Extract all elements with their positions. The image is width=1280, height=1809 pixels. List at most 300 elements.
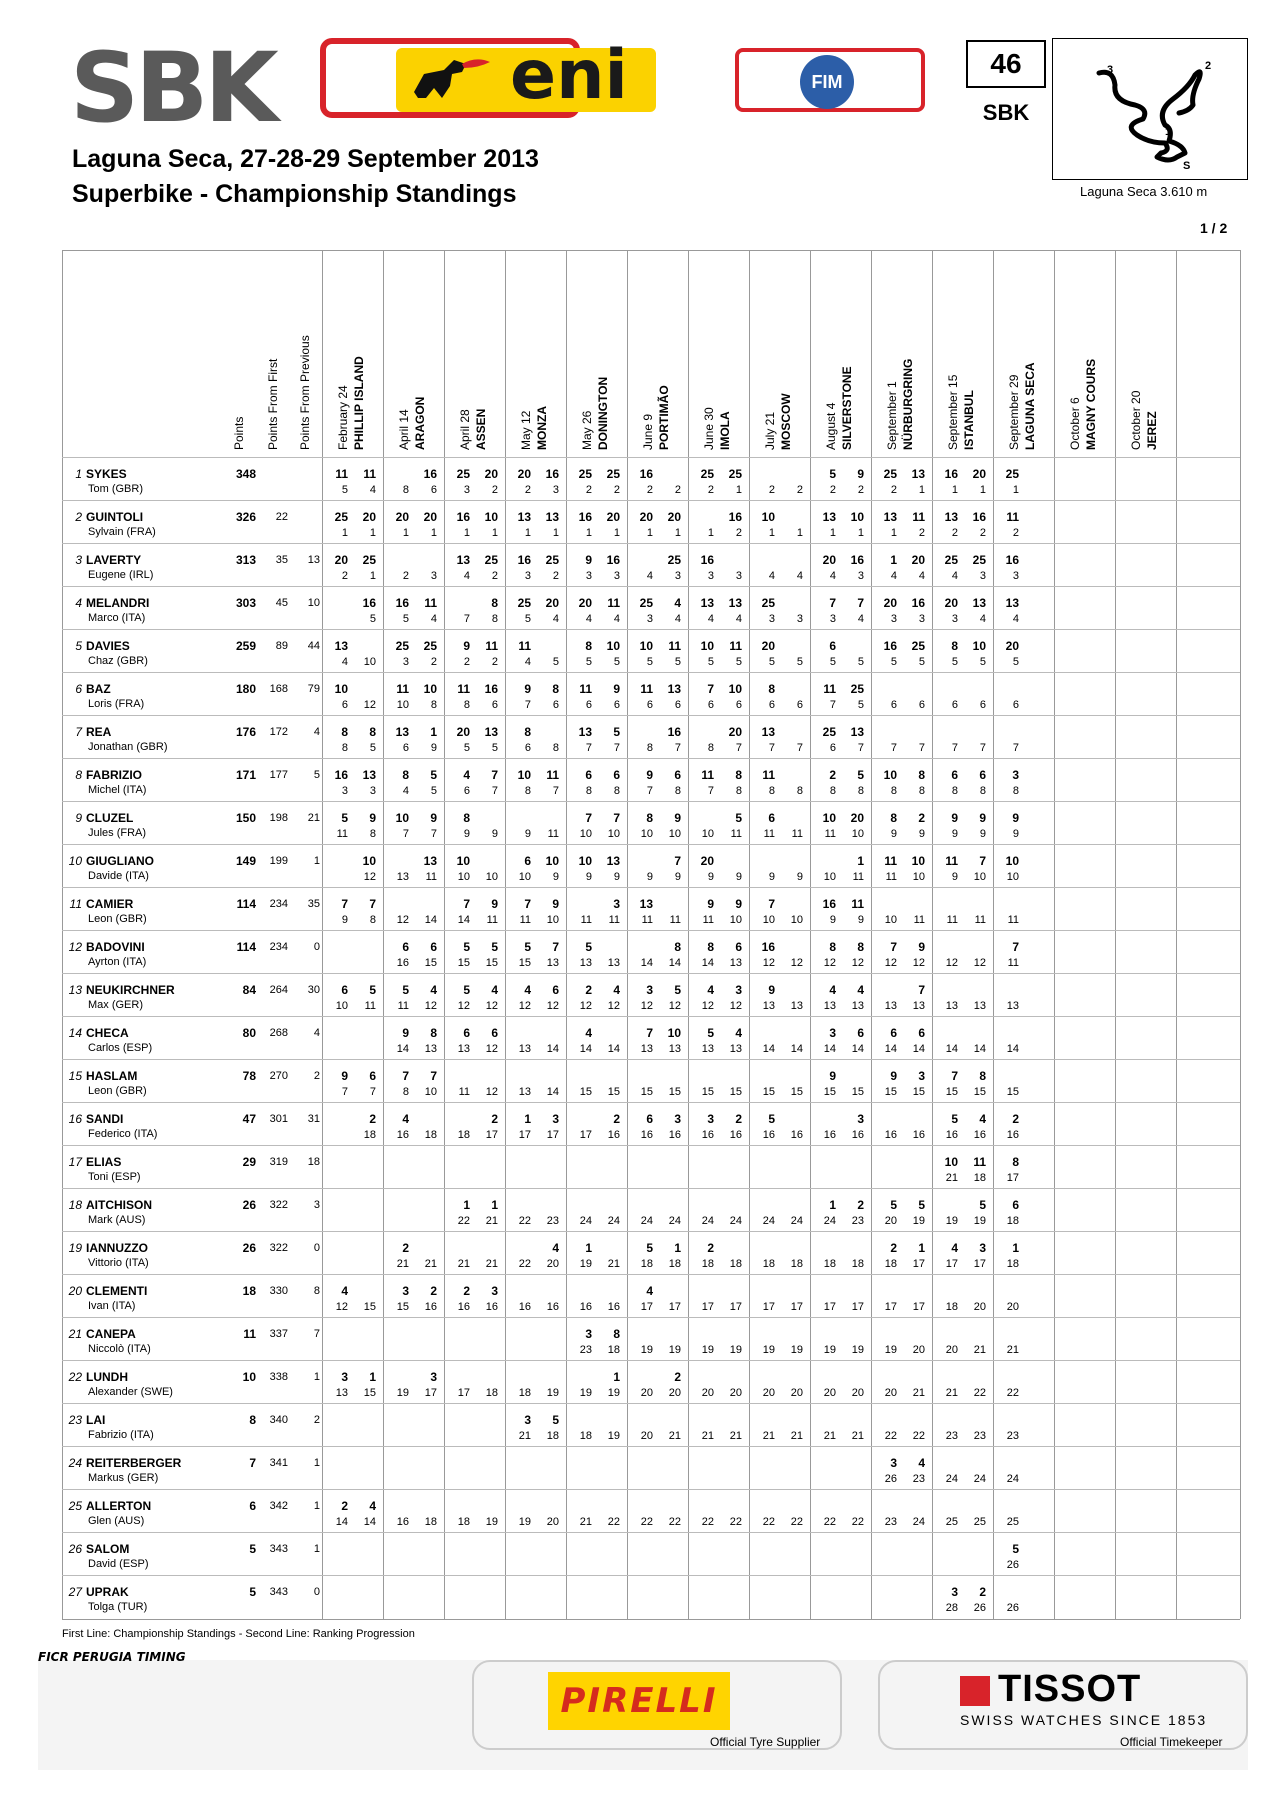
race1-points: 16 bbox=[639, 467, 653, 481]
race1-ranking: 15 bbox=[518, 957, 531, 969]
race1-points: 4 bbox=[341, 1284, 348, 1298]
race2-ranking: 3 bbox=[735, 570, 742, 582]
race2-ranking: 10 bbox=[668, 828, 681, 840]
rider-points: 26 bbox=[242, 1241, 256, 1255]
race1-ranking: 25 bbox=[1006, 1516, 1019, 1528]
race2-ranking: 5 bbox=[552, 656, 559, 668]
race2-ranking: 24 bbox=[607, 1215, 620, 1227]
tyre-supplier-caption: Official Tyre Supplier bbox=[710, 1735, 821, 1749]
race1-ranking: 22 bbox=[518, 1215, 531, 1227]
race1-ranking: 2 bbox=[402, 570, 409, 582]
race1-ranking: 12 bbox=[701, 1000, 714, 1012]
header-round-date: August 4 bbox=[824, 402, 838, 450]
race2-ranking: 3 bbox=[857, 570, 864, 582]
race2-ranking: 7 bbox=[369, 1086, 376, 1098]
race2-ranking: 10 bbox=[912, 871, 925, 883]
race1-ranking: 21 bbox=[762, 1430, 775, 1442]
race2-ranking: 18 bbox=[424, 1516, 437, 1528]
race2-ranking: 11 bbox=[913, 914, 925, 926]
race1-points: 9 bbox=[890, 1069, 897, 1083]
race1-points: 5 bbox=[341, 811, 348, 825]
race2-points: 25 bbox=[423, 639, 437, 653]
race1-ranking: 16 bbox=[396, 1129, 409, 1141]
race2-ranking: 9 bbox=[857, 914, 864, 926]
points-from-previous: 1 bbox=[313, 1500, 320, 1512]
race2-ranking: 1 bbox=[857, 527, 864, 539]
race1-ranking: 15 bbox=[457, 957, 470, 969]
race1-ranking: 17 bbox=[518, 1129, 531, 1141]
race1-points: 4 bbox=[829, 983, 836, 997]
race1-ranking: 20 bbox=[1006, 1301, 1019, 1313]
race2-ranking: 19 bbox=[973, 1215, 986, 1227]
race1-ranking: 11 bbox=[702, 914, 714, 926]
race2-ranking: 8 bbox=[857, 785, 864, 797]
rider-first-name: Jules (FRA) bbox=[88, 827, 147, 839]
race2-ranking: 11 bbox=[608, 914, 620, 926]
row-divider bbox=[62, 1274, 1240, 1275]
race1-ranking: 19 bbox=[945, 1215, 958, 1227]
race2-points: 6 bbox=[918, 1026, 925, 1040]
race1-points: 8 bbox=[829, 940, 836, 954]
race1-ranking: 3 bbox=[402, 656, 409, 668]
race2-points: 6 bbox=[857, 1026, 864, 1040]
race1-points: 1 bbox=[585, 1241, 592, 1255]
race2-ranking: 14 bbox=[424, 914, 437, 926]
race1-ranking: 4 bbox=[524, 656, 531, 668]
race1-ranking: 6 bbox=[341, 699, 348, 711]
rider-position: 7 bbox=[75, 725, 82, 739]
points-from-previous: 44 bbox=[307, 640, 320, 652]
race1-points: 11 bbox=[640, 682, 653, 696]
race1-ranking: 19 bbox=[579, 1258, 592, 1270]
race1-points: 10 bbox=[578, 854, 592, 868]
rider-position: 15 bbox=[68, 1069, 82, 1083]
rider-surname: AITCHISON bbox=[86, 1198, 152, 1212]
race1-ranking: 16 bbox=[396, 1516, 409, 1528]
race2-ranking: 1 bbox=[491, 527, 498, 539]
race1-points: 10 bbox=[944, 1155, 958, 1169]
race1-ranking: 4 bbox=[341, 656, 348, 668]
race2-ranking: 15 bbox=[973, 1086, 986, 1098]
race2-ranking: 3 bbox=[552, 484, 559, 496]
race1-points: 7 bbox=[341, 897, 348, 911]
race1-ranking: 17 bbox=[762, 1301, 775, 1313]
race1-ranking: 19 bbox=[884, 1344, 897, 1356]
race1-points: 10 bbox=[1005, 854, 1019, 868]
six-legged-dog-icon bbox=[404, 52, 494, 108]
race1-ranking: 3 bbox=[463, 484, 470, 496]
race2-ranking: 10 bbox=[729, 914, 742, 926]
rider-surname: FABRIZIO bbox=[86, 768, 142, 782]
race1-ranking: 14 bbox=[823, 1043, 836, 1055]
race2-ranking: 12 bbox=[729, 1000, 742, 1012]
race2-ranking: 22 bbox=[729, 1516, 742, 1528]
points-from-first: 319 bbox=[269, 1156, 288, 1168]
race1-ranking: 6 bbox=[646, 699, 653, 711]
race2-points: 10 bbox=[606, 639, 620, 653]
race1-points: 7 bbox=[585, 811, 592, 825]
race2-ranking: 6 bbox=[918, 699, 925, 711]
grid-line bbox=[993, 250, 994, 1619]
race1-points: 6 bbox=[951, 768, 958, 782]
race1-ranking: 9 bbox=[768, 871, 775, 883]
race1-ranking: 22 bbox=[640, 1516, 653, 1528]
race2-ranking: 1 bbox=[735, 484, 742, 496]
rider-position: 10 bbox=[68, 854, 82, 868]
race1-points: 4 bbox=[402, 1112, 409, 1126]
race1-points: 11 bbox=[884, 854, 897, 868]
race1-points: 8 bbox=[463, 811, 470, 825]
race2-points: 13 bbox=[850, 725, 864, 739]
race1-ranking: 12 bbox=[396, 914, 409, 926]
race1-ranking: 5 bbox=[768, 656, 775, 668]
race1-points: 9 bbox=[707, 897, 714, 911]
race2-ranking: 21 bbox=[607, 1258, 620, 1270]
row-divider bbox=[62, 1188, 1240, 1189]
race2-ranking: 2 bbox=[491, 484, 498, 496]
event-title: Laguna Seca, 27-28-29 September 2013 bbox=[72, 145, 539, 173]
race1-ranking: 8 bbox=[402, 484, 409, 496]
race1-points: 7 bbox=[463, 897, 470, 911]
points-from-previous: 1 bbox=[313, 855, 320, 867]
race1-ranking: 8 bbox=[951, 785, 958, 797]
race1-points: 16 bbox=[395, 596, 409, 610]
row-divider bbox=[62, 973, 1240, 974]
race2-ranking: 4 bbox=[552, 613, 559, 625]
points-from-first: 234 bbox=[269, 941, 288, 953]
row-divider bbox=[62, 1403, 1240, 1404]
rider-points: 11 bbox=[243, 1327, 256, 1341]
rider-points: 26 bbox=[242, 1198, 256, 1212]
race1-ranking: 24 bbox=[762, 1215, 775, 1227]
header-round-venue: ISTANBUL bbox=[962, 390, 976, 450]
race1-points: 16 bbox=[578, 510, 592, 524]
race1-points: 11 bbox=[396, 682, 409, 696]
race2-ranking: 13 bbox=[729, 957, 742, 969]
race1-ranking: 14 bbox=[762, 1043, 775, 1055]
race2-ranking: 12 bbox=[851, 957, 864, 969]
race2-ranking: 13 bbox=[607, 957, 620, 969]
race2-ranking: 4 bbox=[613, 613, 620, 625]
race1-points: 20 bbox=[578, 596, 592, 610]
race1-ranking: 10 bbox=[579, 828, 592, 840]
race1-ranking: 8 bbox=[524, 785, 531, 797]
race1-points: 16 bbox=[700, 553, 714, 567]
rider-position: 26 bbox=[68, 1542, 82, 1556]
race2-ranking: 7 bbox=[552, 785, 559, 797]
race1-ranking: 14 bbox=[396, 1043, 409, 1055]
race1-points: 8 bbox=[585, 639, 592, 653]
rider-surname: GUINTOLI bbox=[86, 510, 144, 524]
race2-points: 10 bbox=[423, 682, 437, 696]
race1-ranking: 11 bbox=[458, 1086, 470, 1098]
race1-points: 11 bbox=[701, 768, 714, 782]
corner-label: 3 bbox=[1107, 64, 1114, 76]
race1-ranking: 15 bbox=[640, 1086, 653, 1098]
race1-ranking: 19 bbox=[640, 1344, 653, 1356]
race2-points: 10 bbox=[362, 854, 376, 868]
points-from-first: 342 bbox=[269, 1500, 288, 1512]
race2-ranking: 17 bbox=[729, 1301, 742, 1313]
points-from-first: 341 bbox=[269, 1457, 288, 1469]
race1-points: 25 bbox=[1005, 467, 1019, 481]
race2-ranking: 4 bbox=[857, 613, 864, 625]
grid-line bbox=[749, 250, 750, 1619]
race2-ranking: 16 bbox=[729, 1129, 742, 1141]
rider-surname: LAI bbox=[86, 1413, 106, 1427]
race1-ranking: 11 bbox=[763, 828, 775, 840]
race1-points: 3 bbox=[524, 1413, 531, 1427]
rider-position: 4 bbox=[75, 596, 82, 610]
race1-ranking: 10 bbox=[335, 1000, 348, 1012]
points-from-previous: 0 bbox=[313, 1242, 320, 1254]
race2-points: 7 bbox=[613, 811, 620, 825]
rider-points: 6 bbox=[249, 1499, 256, 1513]
race2-points: 9 bbox=[918, 940, 925, 954]
race1-points: 11 bbox=[945, 854, 958, 868]
race2-points: 13 bbox=[545, 510, 559, 524]
race2-points: 11 bbox=[607, 596, 620, 610]
race2-points: 8 bbox=[552, 682, 559, 696]
race1-points: 13 bbox=[578, 725, 592, 739]
race1-ranking: 7 bbox=[402, 828, 409, 840]
race2-ranking: 13 bbox=[729, 1043, 742, 1055]
race1-ranking: 20 bbox=[640, 1387, 653, 1399]
race1-ranking: 13 bbox=[518, 1043, 531, 1055]
race1-ranking: 7 bbox=[524, 699, 531, 711]
rider-first-name: Vittorio (ITA) bbox=[88, 1257, 149, 1269]
race2-points: 9 bbox=[613, 682, 620, 696]
race1-ranking: 11 bbox=[1007, 957, 1019, 969]
rider-position: 19 bbox=[68, 1241, 82, 1255]
race1-ranking: 13 bbox=[640, 1043, 653, 1055]
header-round-venue: SILVERSTONE bbox=[840, 366, 854, 450]
race1-ranking: 14 bbox=[701, 957, 714, 969]
race1-points: 13 bbox=[456, 553, 470, 567]
rider-position: 9 bbox=[75, 811, 82, 825]
tissot-logo: TISSOT bbox=[998, 1668, 1142, 1710]
race2-points: 20 bbox=[972, 467, 986, 481]
race1-points: 11 bbox=[335, 467, 348, 481]
race2-ranking: 20 bbox=[729, 1387, 742, 1399]
header-round-date: April 28 bbox=[458, 409, 472, 450]
race1-points: 5 bbox=[585, 940, 592, 954]
race1-ranking: 3 bbox=[890, 613, 897, 625]
race2-ranking: 25 bbox=[973, 1516, 986, 1528]
race1-ranking: 8 bbox=[463, 699, 470, 711]
race1-ranking: 5 bbox=[341, 484, 348, 496]
race2-points: 8 bbox=[430, 1026, 437, 1040]
race1-points: 16 bbox=[517, 553, 531, 567]
rider-points: 5 bbox=[249, 1585, 256, 1599]
race2-ranking: 18 bbox=[973, 1172, 986, 1184]
race2-ranking: 19 bbox=[485, 1516, 498, 1528]
race2-ranking: 17 bbox=[973, 1258, 986, 1270]
race2-points: 20 bbox=[667, 510, 681, 524]
race1-points: 11 bbox=[762, 768, 775, 782]
header-round-venue: LAGUNA SECA bbox=[1023, 362, 1037, 450]
race2-ranking: 24 bbox=[790, 1215, 803, 1227]
race1-ranking: 22 bbox=[884, 1430, 897, 1442]
rider-surname: REITERBERGER bbox=[86, 1456, 182, 1470]
rider-points: 114 bbox=[236, 940, 256, 954]
table-border bbox=[62, 250, 1240, 251]
header-points: Points bbox=[232, 416, 246, 450]
race1-points: 13 bbox=[761, 725, 775, 739]
race1-points: 16 bbox=[883, 639, 897, 653]
rider-surname: BADOVINI bbox=[86, 940, 145, 954]
race1-ranking: 13 bbox=[823, 1000, 836, 1012]
race2-ranking: 8 bbox=[552, 742, 559, 754]
grid-line bbox=[932, 250, 933, 1619]
race1-points: 7 bbox=[402, 1069, 409, 1083]
race1-ranking: 3 bbox=[1012, 570, 1019, 582]
race2-points: 8 bbox=[369, 725, 376, 739]
rider-surname: NEUKIRCHNER bbox=[86, 983, 175, 997]
race1-points: 5 bbox=[463, 940, 470, 954]
race2-ranking: 19 bbox=[607, 1430, 620, 1442]
rider-surname: LUNDH bbox=[86, 1370, 128, 1384]
rider-position: 18 bbox=[68, 1198, 82, 1212]
race2-ranking: 8 bbox=[674, 785, 681, 797]
race2-points: 4 bbox=[735, 1026, 742, 1040]
grid-line bbox=[688, 250, 689, 1619]
race1-ranking: 1 bbox=[524, 527, 531, 539]
race2-points: 13 bbox=[484, 725, 498, 739]
race2-points: 1 bbox=[613, 1370, 620, 1384]
rider-surname: BAZ bbox=[86, 682, 111, 696]
race1-ranking: 10 bbox=[518, 871, 531, 883]
race2-ranking: 18 bbox=[790, 1258, 803, 1270]
rider-position: 2 bbox=[75, 510, 82, 524]
points-from-first: 234 bbox=[269, 898, 288, 910]
points-from-previous: 10 bbox=[307, 597, 320, 609]
race2-ranking: 1 bbox=[369, 527, 376, 539]
race1-points: 1 bbox=[1012, 1241, 1019, 1255]
race1-ranking: 6 bbox=[1012, 699, 1019, 711]
rider-points: 259 bbox=[235, 639, 256, 653]
race1-ranking: 17 bbox=[1006, 1172, 1019, 1184]
race2-points: 20 bbox=[728, 725, 742, 739]
race1-ranking: 10 bbox=[640, 828, 653, 840]
race1-ranking: 15 bbox=[762, 1086, 775, 1098]
race1-points: 8 bbox=[646, 811, 653, 825]
race2-ranking: 21 bbox=[973, 1344, 986, 1356]
race2-ranking: 14 bbox=[546, 1086, 559, 1098]
race2-ranking: 5 bbox=[369, 742, 376, 754]
race1-ranking: 20 bbox=[884, 1215, 897, 1227]
race2-ranking: 10 bbox=[546, 914, 559, 926]
race1-ranking: 4 bbox=[1012, 613, 1019, 625]
race2-ranking: 15 bbox=[363, 1387, 376, 1399]
rider-points: 29 bbox=[242, 1155, 256, 1169]
race1-points: 20 bbox=[334, 553, 348, 567]
race1-points: 1 bbox=[463, 1198, 470, 1212]
race2-ranking: 24 bbox=[912, 1516, 925, 1528]
race2-points: 13 bbox=[911, 467, 925, 481]
race2-points: 2 bbox=[979, 1585, 986, 1599]
race1-ranking: 22 bbox=[1006, 1387, 1019, 1399]
race1-ranking: 14 bbox=[1006, 1043, 1019, 1055]
race2-ranking: 22 bbox=[668, 1516, 681, 1528]
race2-ranking: 3 bbox=[796, 613, 803, 625]
race1-ranking: 28 bbox=[945, 1602, 958, 1614]
race2-ranking: 18 bbox=[851, 1258, 864, 1270]
race1-ranking: 2 bbox=[524, 484, 531, 496]
header-round-date: September 1 bbox=[885, 381, 899, 450]
race2-ranking: 18 bbox=[729, 1258, 742, 1270]
race2-ranking: 21 bbox=[485, 1258, 498, 1270]
race2-ranking: 5 bbox=[674, 656, 681, 668]
points-from-first: 172 bbox=[269, 726, 288, 738]
points-from-first: 322 bbox=[269, 1199, 288, 1211]
race1-ranking: 18 bbox=[457, 1129, 470, 1141]
race1-points: 5 bbox=[402, 983, 409, 997]
race2-ranking: 5 bbox=[918, 656, 925, 668]
race2-points: 2 bbox=[918, 811, 925, 825]
race2-ranking: 9 bbox=[674, 871, 681, 883]
race2-ranking: 11 bbox=[547, 828, 559, 840]
race2-ranking: 5 bbox=[796, 656, 803, 668]
race2-ranking: 8 bbox=[613, 785, 620, 797]
race1-ranking: 13 bbox=[396, 871, 409, 883]
race2-ranking: 8 bbox=[491, 613, 498, 625]
race1-ranking: 16 bbox=[1006, 1129, 1019, 1141]
race1-points: 3 bbox=[585, 1327, 592, 1341]
race1-ranking: 10 bbox=[457, 871, 470, 883]
race1-ranking: 2 bbox=[707, 484, 714, 496]
race1-ranking: 2 bbox=[463, 656, 470, 668]
rider-position: 16 bbox=[68, 1112, 82, 1126]
race2-ranking: 2 bbox=[735, 527, 742, 539]
race1-points: 2 bbox=[585, 983, 592, 997]
race2-ranking: 8 bbox=[430, 699, 437, 711]
race2-ranking: 13 bbox=[668, 1043, 681, 1055]
race2-ranking: 5 bbox=[857, 656, 864, 668]
race2-ranking: 12 bbox=[485, 1086, 498, 1098]
race2-ranking: 19 bbox=[729, 1344, 742, 1356]
points-from-first: 177 bbox=[269, 769, 288, 781]
race1-ranking: 1 bbox=[890, 527, 897, 539]
race2-ranking: 11 bbox=[852, 871, 864, 883]
race2-ranking: 10 bbox=[973, 871, 986, 883]
race2-points: 10 bbox=[484, 510, 498, 524]
race1-ranking: 19 bbox=[518, 1516, 531, 1528]
race1-ranking: 1 bbox=[768, 527, 775, 539]
race1-points: 2 bbox=[341, 1499, 348, 1513]
race2-ranking: 17 bbox=[424, 1387, 437, 1399]
race1-ranking: 24 bbox=[640, 1215, 653, 1227]
race2-points: 2 bbox=[491, 1112, 498, 1126]
race1-points: 13 bbox=[639, 897, 653, 911]
race1-ranking: 23 bbox=[579, 1344, 592, 1356]
race1-ranking: 17 bbox=[701, 1301, 714, 1313]
race1-ranking: 18 bbox=[762, 1258, 775, 1270]
race1-ranking: 13 bbox=[1006, 1000, 1019, 1012]
race2-ranking: 2 bbox=[918, 527, 925, 539]
race1-ranking: 8 bbox=[646, 742, 653, 754]
rider-position: 21 bbox=[68, 1327, 82, 1341]
race1-ranking: 16 bbox=[640, 1129, 653, 1141]
race1-points: 7 bbox=[829, 596, 836, 610]
points-from-previous: 35 bbox=[307, 898, 320, 910]
race1-points: 11 bbox=[823, 682, 836, 696]
race2-ranking: 20 bbox=[546, 1516, 559, 1528]
race1-ranking: 12 bbox=[518, 1000, 531, 1012]
race1-ranking: 15 bbox=[579, 1086, 592, 1098]
race2-ranking: 22 bbox=[973, 1387, 986, 1399]
race2-ranking: 16 bbox=[668, 1129, 681, 1141]
